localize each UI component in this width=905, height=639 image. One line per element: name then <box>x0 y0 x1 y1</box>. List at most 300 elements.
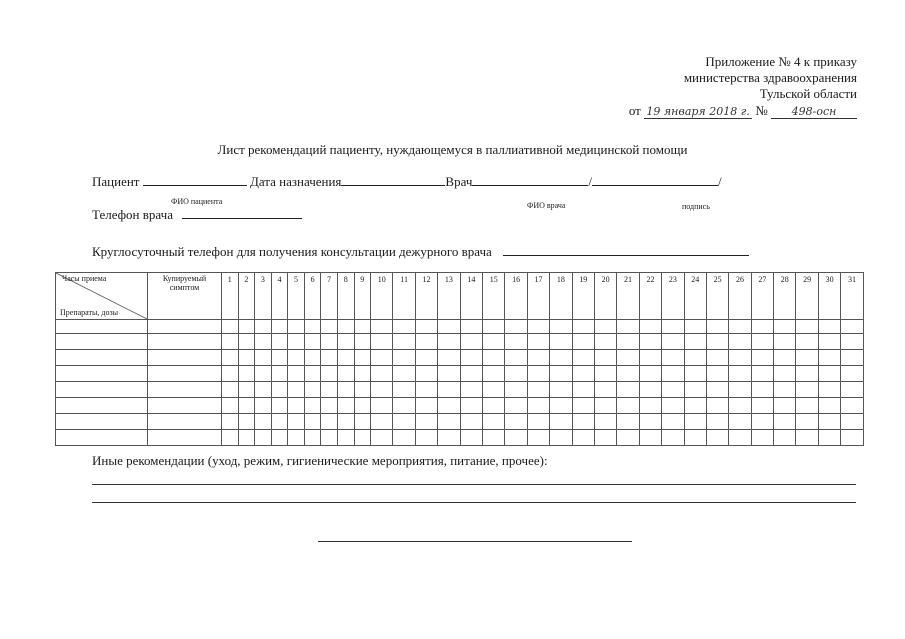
date-label: Дата назначения <box>249 174 342 189</box>
day-cell[interactable] <box>222 366 239 382</box>
day-cell[interactable] <box>729 334 751 350</box>
day-cell[interactable] <box>304 398 321 414</box>
day-cell[interactable] <box>684 382 706 398</box>
day-cell[interactable] <box>438 350 460 366</box>
day-cell[interactable] <box>354 320 371 334</box>
day-cell[interactable] <box>271 430 288 446</box>
day-cell[interactable] <box>321 382 338 398</box>
day-cell[interactable] <box>393 366 415 382</box>
day-cell[interactable] <box>483 398 505 414</box>
day-cell[interactable] <box>337 414 354 430</box>
symptom-cell[interactable] <box>148 366 222 382</box>
day-cell[interactable] <box>271 382 288 398</box>
day-cell[interactable] <box>415 334 437 350</box>
day-cell[interactable] <box>337 350 354 366</box>
day-cell[interactable] <box>818 334 840 350</box>
day-cell[interactable] <box>796 320 818 334</box>
day-header: 29 <box>796 273 818 320</box>
day-cell[interactable] <box>371 382 393 398</box>
day-cell[interactable] <box>238 382 255 398</box>
day-cell[interactable] <box>255 320 272 334</box>
day-cell[interactable] <box>572 430 594 446</box>
day-cell[interactable] <box>550 398 572 414</box>
day-header: 7 <box>321 273 338 320</box>
day-cell[interactable] <box>796 430 818 446</box>
day-cell[interactable] <box>438 398 460 414</box>
day-cell[interactable] <box>222 398 239 414</box>
day-cell[interactable] <box>505 334 527 350</box>
day-cell[interactable] <box>321 350 338 366</box>
order-line-3: Тульской области <box>759 86 857 101</box>
day-cell[interactable] <box>684 350 706 366</box>
day-cell[interactable] <box>527 382 549 398</box>
day-cell[interactable] <box>527 334 549 350</box>
day-cell[interactable] <box>617 414 639 430</box>
day-cell[interactable] <box>639 320 661 334</box>
day-cell[interactable] <box>572 366 594 382</box>
day-cell[interactable] <box>288 382 305 398</box>
day-cell[interactable] <box>662 414 684 430</box>
day-cell[interactable] <box>639 430 661 446</box>
day-cell[interactable] <box>393 398 415 414</box>
day-cell[interactable] <box>483 320 505 334</box>
day-cell[interactable] <box>751 414 773 430</box>
symptom-cell[interactable] <box>148 382 222 398</box>
day-cell[interactable] <box>505 414 527 430</box>
day-cell[interactable] <box>617 366 639 382</box>
day-cell[interactable] <box>796 366 818 382</box>
day-cell[interactable] <box>594 334 616 350</box>
day-cell[interactable] <box>354 430 371 446</box>
bottom-signature-line[interactable] <box>318 541 632 542</box>
patient-field[interactable] <box>143 185 247 186</box>
symptom-cell[interactable] <box>148 350 222 366</box>
day-cell[interactable] <box>774 430 796 446</box>
day-cell[interactable] <box>527 320 549 334</box>
day-cell[interactable] <box>617 430 639 446</box>
day-cell[interactable] <box>841 334 863 350</box>
day-cell[interactable] <box>818 398 840 414</box>
day-cell[interactable] <box>288 366 305 382</box>
day-cell[interactable] <box>774 366 796 382</box>
day-header: 1 <box>222 273 239 320</box>
day-cell[interactable] <box>841 366 863 382</box>
day-cell[interactable] <box>662 334 684 350</box>
day-header: 24 <box>684 273 706 320</box>
day-cell[interactable] <box>460 334 482 350</box>
day-cell[interactable] <box>321 398 338 414</box>
day-cell[interactable] <box>354 366 371 382</box>
day-cell[interactable] <box>505 350 527 366</box>
day-cell[interactable] <box>729 398 751 414</box>
day-cell[interactable] <box>706 382 728 398</box>
day-cell[interactable] <box>393 430 415 446</box>
day-cell[interactable] <box>617 350 639 366</box>
day-cell[interactable] <box>371 334 393 350</box>
day-cell[interactable] <box>796 334 818 350</box>
day-cell[interactable] <box>594 320 616 334</box>
day-header: 9 <box>354 273 371 320</box>
day-cell[interactable] <box>594 398 616 414</box>
day-cell[interactable] <box>818 414 840 430</box>
day-cell[interactable] <box>288 334 305 350</box>
day-cell[interactable] <box>706 366 728 382</box>
day-cell[interactable] <box>460 414 482 430</box>
day-cell[interactable] <box>438 430 460 446</box>
drug-cell[interactable] <box>56 382 148 398</box>
day-cell[interactable] <box>393 334 415 350</box>
day-cell[interactable] <box>304 414 321 430</box>
day-cell[interactable] <box>662 320 684 334</box>
day-cell[interactable] <box>796 398 818 414</box>
day-cell[interactable] <box>354 382 371 398</box>
day-cell[interactable] <box>271 398 288 414</box>
day-cell[interactable] <box>662 398 684 414</box>
day-cell[interactable] <box>706 414 728 430</box>
drug-cell[interactable] <box>56 366 148 382</box>
day-cell[interactable] <box>774 398 796 414</box>
day-cell[interactable] <box>321 430 338 446</box>
day-cell[interactable] <box>729 366 751 382</box>
day-cell[interactable] <box>505 320 527 334</box>
day-cell[interactable] <box>271 334 288 350</box>
day-cell[interactable] <box>460 398 482 414</box>
day-cell[interactable] <box>415 350 437 366</box>
day-cell[interactable] <box>238 350 255 366</box>
day-cell[interactable] <box>415 398 437 414</box>
day-cell[interactable] <box>684 414 706 430</box>
day-cell[interactable] <box>841 382 863 398</box>
day-cell[interactable] <box>505 398 527 414</box>
day-header: 8 <box>337 273 354 320</box>
day-cell[interactable] <box>271 350 288 366</box>
day-cell[interactable] <box>527 350 549 366</box>
day-cell[interactable] <box>304 366 321 382</box>
day-cell[interactable] <box>706 350 728 366</box>
day-cell[interactable] <box>438 414 460 430</box>
day-cell[interactable] <box>415 430 437 446</box>
table-row <box>56 334 864 350</box>
day-cell[interactable] <box>572 320 594 334</box>
day-cell[interactable] <box>393 414 415 430</box>
day-cell[interactable] <box>550 382 572 398</box>
day-cell[interactable] <box>438 334 460 350</box>
day-cell[interactable] <box>483 350 505 366</box>
day-cell[interactable] <box>639 366 661 382</box>
day-cell[interactable] <box>271 366 288 382</box>
day-cell[interactable] <box>729 430 751 446</box>
day-cell[interactable] <box>684 366 706 382</box>
day-header: 12 <box>415 273 437 320</box>
day-cell[interactable] <box>841 350 863 366</box>
day-cell[interactable] <box>706 430 728 446</box>
day-cell[interactable] <box>337 430 354 446</box>
day-cell[interactable] <box>818 366 840 382</box>
day-cell[interactable] <box>684 430 706 446</box>
day-cell[interactable] <box>729 382 751 398</box>
day-cell[interactable] <box>438 366 460 382</box>
day-cell[interactable] <box>304 430 321 446</box>
day-cell[interactable] <box>255 350 272 366</box>
symptom-cell[interactable] <box>148 398 222 414</box>
day-cell[interactable] <box>438 320 460 334</box>
day-cell[interactable] <box>572 334 594 350</box>
day-cell[interactable] <box>371 350 393 366</box>
day-cell[interactable] <box>255 430 272 446</box>
day-cell[interactable] <box>594 366 616 382</box>
day-header: 13 <box>438 273 460 320</box>
day-cell[interactable] <box>774 334 796 350</box>
day-header: 4 <box>271 273 288 320</box>
day-cell[interactable] <box>371 430 393 446</box>
day-cell[interactable] <box>639 382 661 398</box>
drug-cell[interactable] <box>56 414 148 430</box>
day-cell[interactable] <box>222 334 239 350</box>
day-cell[interactable] <box>684 334 706 350</box>
day-cell[interactable] <box>222 350 239 366</box>
day-cell[interactable] <box>774 320 796 334</box>
day-cell[interactable] <box>288 320 305 334</box>
day-cell[interactable] <box>255 398 272 414</box>
day-cell[interactable] <box>255 382 272 398</box>
day-cell[interactable] <box>751 320 773 334</box>
day-cell[interactable] <box>594 382 616 398</box>
signature-hint: подпись <box>682 202 710 211</box>
day-header: 6 <box>304 273 321 320</box>
day-cell[interactable] <box>460 382 482 398</box>
day-cell[interactable] <box>238 414 255 430</box>
day-cell[interactable] <box>594 414 616 430</box>
day-cell[interactable] <box>550 320 572 334</box>
drug-cell[interactable] <box>56 350 148 366</box>
day-cell[interactable] <box>222 430 239 446</box>
day-cell[interactable] <box>337 334 354 350</box>
day-cell[interactable] <box>617 382 639 398</box>
day-cell[interactable] <box>617 334 639 350</box>
day-cell[interactable] <box>354 350 371 366</box>
day-cell[interactable] <box>321 320 338 334</box>
day-header: 3 <box>255 273 272 320</box>
day-cell[interactable] <box>415 382 437 398</box>
day-cell[interactable] <box>255 366 272 382</box>
day-cell[interactable] <box>288 430 305 446</box>
date-field[interactable] <box>341 185 445 186</box>
day-cell[interactable] <box>337 320 354 334</box>
day-cell[interactable] <box>354 334 371 350</box>
day-cell[interactable] <box>337 398 354 414</box>
day-cell[interactable] <box>393 382 415 398</box>
other-recommendations-line-2[interactable] <box>92 502 856 503</box>
day-cell[interactable] <box>818 430 840 446</box>
day-cell[interactable] <box>415 414 437 430</box>
day-cell[interactable] <box>288 398 305 414</box>
doctor-label: Врач <box>445 174 473 189</box>
day-cell[interactable] <box>337 366 354 382</box>
day-cell[interactable] <box>818 350 840 366</box>
day-cell[interactable] <box>483 382 505 398</box>
day-cell[interactable] <box>304 334 321 350</box>
day-cell[interactable] <box>751 334 773 350</box>
day-cell[interactable] <box>572 382 594 398</box>
day-cell[interactable] <box>255 334 272 350</box>
day-cell[interactable] <box>639 414 661 430</box>
day-cell[interactable] <box>751 366 773 382</box>
day-cell[interactable] <box>483 366 505 382</box>
day-cell[interactable] <box>354 398 371 414</box>
day-cell[interactable] <box>321 334 338 350</box>
day-cell[interactable] <box>255 414 272 430</box>
day-cell[interactable] <box>304 382 321 398</box>
from-label: от <box>628 103 641 118</box>
day-cell[interactable] <box>527 430 549 446</box>
day-cell[interactable] <box>729 350 751 366</box>
day-cell[interactable] <box>238 334 255 350</box>
day-cell[interactable] <box>550 414 572 430</box>
other-recommendations-label: Иные рекомендации (уход, режим, гигиенические мероприятия, питание, прочее): <box>92 453 548 468</box>
day-cell[interactable] <box>550 334 572 350</box>
day-cell[interactable] <box>751 350 773 366</box>
day-cell[interactable] <box>818 320 840 334</box>
drug-cell[interactable] <box>56 320 148 334</box>
day-cell[interactable] <box>505 366 527 382</box>
table-row <box>56 430 864 446</box>
day-cell[interactable] <box>222 320 239 334</box>
day-cell[interactable] <box>238 398 255 414</box>
day-cell[interactable] <box>393 320 415 334</box>
other-recommendations-line-1[interactable] <box>92 484 856 485</box>
day-cell[interactable] <box>617 320 639 334</box>
day-cell[interactable] <box>639 398 661 414</box>
drug-cell[interactable] <box>56 430 148 446</box>
day-header: 20 <box>594 273 616 320</box>
day-cell[interactable] <box>460 320 482 334</box>
day-cell[interactable] <box>662 366 684 382</box>
day-cell[interactable] <box>729 414 751 430</box>
day-cell[interactable] <box>684 398 706 414</box>
day-cell[interactable] <box>304 350 321 366</box>
day-cell[interactable] <box>238 320 255 334</box>
day-cell[interactable] <box>415 320 437 334</box>
day-cell[interactable] <box>706 398 728 414</box>
day-cell[interactable] <box>594 350 616 366</box>
day-cell[interactable] <box>550 350 572 366</box>
day-cell[interactable] <box>796 382 818 398</box>
day-cell[interactable] <box>639 350 661 366</box>
day-cell[interactable] <box>572 350 594 366</box>
day-cell[interactable] <box>662 382 684 398</box>
day-cell[interactable] <box>222 382 239 398</box>
day-cell[interactable] <box>271 414 288 430</box>
day-cell[interactable] <box>617 398 639 414</box>
symptom-cell[interactable] <box>148 414 222 430</box>
day-cell[interactable] <box>774 350 796 366</box>
day-cell[interactable] <box>527 398 549 414</box>
day-cell[interactable] <box>774 382 796 398</box>
day-cell[interactable] <box>438 382 460 398</box>
day-cell[interactable] <box>527 414 549 430</box>
day-cell[interactable] <box>729 320 751 334</box>
symptom-cell[interactable] <box>148 320 222 334</box>
hotline-field[interactable] <box>503 255 749 256</box>
doctor-name-field[interactable] <box>472 185 588 186</box>
day-cell[interactable] <box>483 414 505 430</box>
day-cell[interactable] <box>288 414 305 430</box>
day-cell[interactable] <box>483 430 505 446</box>
doctor-hint: ФИО врача <box>527 201 566 210</box>
day-cell[interactable] <box>818 382 840 398</box>
day-cell[interactable] <box>572 398 594 414</box>
day-cell[interactable] <box>662 430 684 446</box>
day-cell[interactable] <box>662 350 684 366</box>
day-cell[interactable] <box>796 350 818 366</box>
day-cell[interactable] <box>371 320 393 334</box>
day-cell[interactable] <box>321 366 338 382</box>
day-cell[interactable] <box>460 350 482 366</box>
order-reference <box>629 54 857 119</box>
order-line-1: Приложение № 4 к приказу <box>705 54 857 69</box>
doctor-phone-field[interactable] <box>182 218 302 219</box>
day-cell[interactable] <box>337 382 354 398</box>
day-cell[interactable] <box>774 414 796 430</box>
day-cell[interactable] <box>841 430 863 446</box>
day-cell[interactable] <box>796 414 818 430</box>
day-cell[interactable] <box>550 430 572 446</box>
day-cell[interactable] <box>304 320 321 334</box>
day-cell[interactable] <box>371 366 393 382</box>
day-cell[interactable] <box>706 334 728 350</box>
day-cell[interactable] <box>483 334 505 350</box>
day-cell[interactable] <box>371 414 393 430</box>
drug-cell[interactable] <box>56 334 148 350</box>
day-cell[interactable] <box>371 398 393 414</box>
day-cell[interactable] <box>841 398 863 414</box>
day-cell[interactable] <box>505 382 527 398</box>
day-cell[interactable] <box>841 320 863 334</box>
day-cell[interactable] <box>751 398 773 414</box>
day-cell[interactable] <box>288 350 305 366</box>
day-cell[interactable] <box>271 320 288 334</box>
day-cell[interactable] <box>684 320 706 334</box>
day-cell[interactable] <box>527 366 549 382</box>
day-cell[interactable] <box>706 320 728 334</box>
patient-hint: ФИО пациента <box>171 197 223 206</box>
day-cell[interactable] <box>393 350 415 366</box>
day-cell[interactable] <box>550 366 572 382</box>
day-cell[interactable] <box>460 366 482 382</box>
day-cell[interactable] <box>751 382 773 398</box>
day-cell[interactable] <box>751 430 773 446</box>
symptom-cell[interactable] <box>148 334 222 350</box>
day-cell[interactable] <box>238 430 255 446</box>
day-header: 16 <box>505 273 527 320</box>
drug-cell[interactable] <box>56 398 148 414</box>
symptom-cell[interactable] <box>148 430 222 446</box>
doctor-signature-field[interactable] <box>592 185 718 186</box>
day-cell[interactable] <box>572 414 594 430</box>
day-cell[interactable] <box>505 430 527 446</box>
day-cell[interactable] <box>639 334 661 350</box>
document-title: Лист рекомендаций пациенту, нуждающемуся в паллиативной медицинской помощи <box>217 142 688 157</box>
order-number: 498-осн <box>771 106 857 119</box>
day-cell[interactable] <box>841 414 863 430</box>
day-cell[interactable] <box>222 414 239 430</box>
day-cell[interactable] <box>321 414 338 430</box>
day-cell[interactable] <box>354 414 371 430</box>
day-cell[interactable] <box>415 366 437 382</box>
day-cell[interactable] <box>238 366 255 382</box>
day-cell[interactable] <box>594 430 616 446</box>
day-cell[interactable] <box>460 430 482 446</box>
